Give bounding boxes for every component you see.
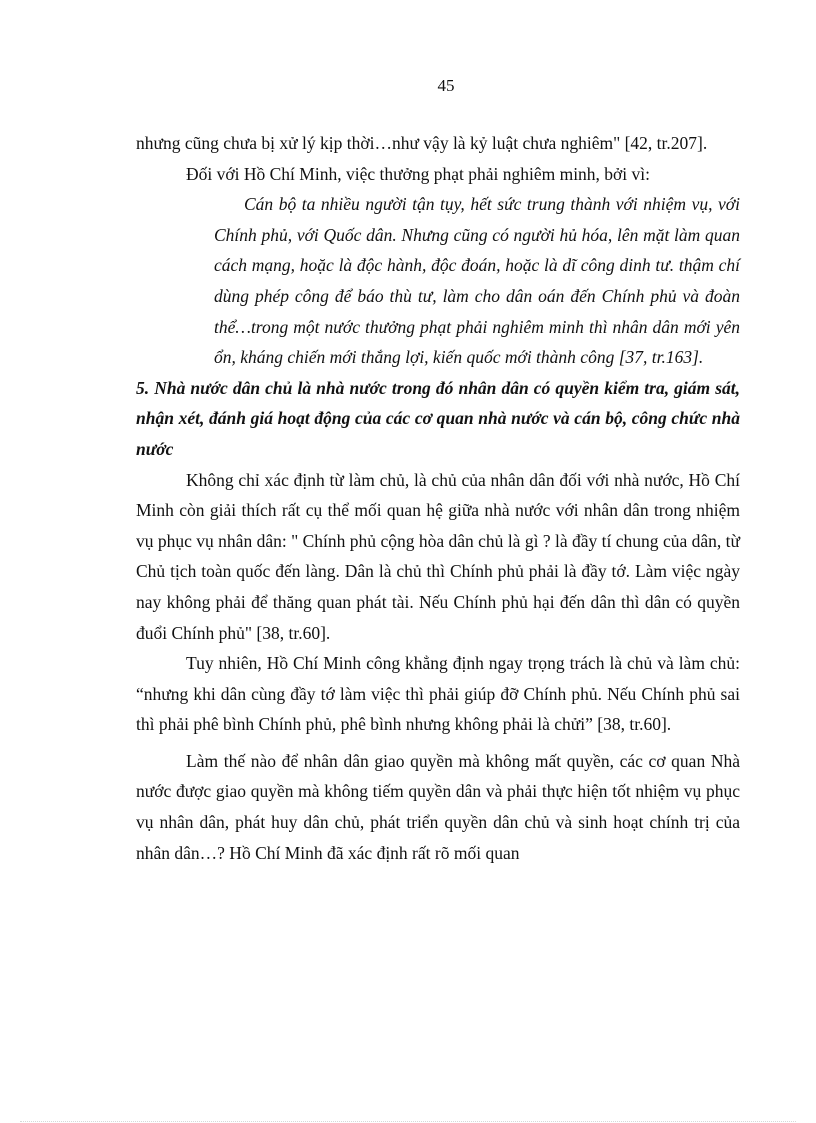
continued-paragraph: nhưng cũng chưa bị xử lý kịp thời…như vậy là kỷ luật chưa nghiêm" [42, tr.207].	[136, 133, 708, 153]
body-paragraph-1: Không chỉ xác định từ làm chủ, là chủ của nhân dân đối với nhà nước, Hồ Chí Minh còn giải thích rất cụ thể mối quan hệ giữa nhà nước với nhân dân trong nhiệm vụ phục vụ nhân dân: " Chính phủ cộng hòa dân chủ là gì ? là đầy tí chung của dân, từ Chủ tịch toàn quốc đến làng. Dân là chủ thì Chính phủ phải là đầy tớ. Làm việc ngày nay không phải để thăng quan phát tài. Nếu Chính phủ hại đến dân thì dân có quyền đuổi Chính phủ" [38, tr.60].	[136, 469, 740, 643]
section-heading: 5. Nhà nước dân chủ là nhà nước trong đó nhân dân có quyền kiểm tra, giám sát, nhận xét, đánh giá hoạt động của các cơ quan nhà nước và cán bộ, công chức nhà nước	[136, 377, 740, 459]
body-paragraph-2: Tuy nhiên, Hồ Chí Minh công khẳng định ngay trọng trách là chủ và làm chủ: “nhưng khi dân cùng đầy tớ làm việc thì phải giúp đỡ Chính phủ. Nếu Chính phủ sai thì phải phê bình Chính phủ, phê bình nhưng không phải là chửi” [38, tr.60].	[136, 653, 740, 735]
quote-text: Cán bộ ta nhiều người tận tụy, hết sức trung thành với nhiệm vụ, với Chính phủ, với Quốc dân. Nhưng cũng có người hủ hóa, lên mặt làm quan cách mạng, hoặc là độc hành, độc đoán, hoặc là dĩ công dinh tư. thậm chí dùng phép công để báo thù tư, làm cho dân oán đến Chính phủ và đoàn thể…trong một nước thưởng phạt phải nghiêm minh thì nhân dân mới yên ổn, kháng chiến mới thắng lợi, kiến quốc mới thành công [37, tr.163].	[214, 194, 740, 368]
document-body	[136, 128, 740, 868]
body-paragraph-3: Làm thế nào để nhân dân giao quyền mà không mất quyền, các cơ quan Nhà nước được giao quyền mà không tiếm quyền dân và phải thực hiện tốt nhiệm vụ phục vụ nhân dân, phát huy dân chủ, phát triển quyền dân chủ và sinh hoạt chính trị của nhân dân…? Hồ Chí Minh đã xác định rất rõ mối quan	[136, 750, 740, 863]
block-quote	[214, 189, 740, 373]
page-bottom-divider	[20, 1121, 796, 1122]
page-number: 45	[437, 76, 455, 95]
quote-intro-paragraph: Đối với Hồ Chí Minh, việc thưởng phạt phải nghiêm minh, bởi vì:	[186, 163, 651, 184]
